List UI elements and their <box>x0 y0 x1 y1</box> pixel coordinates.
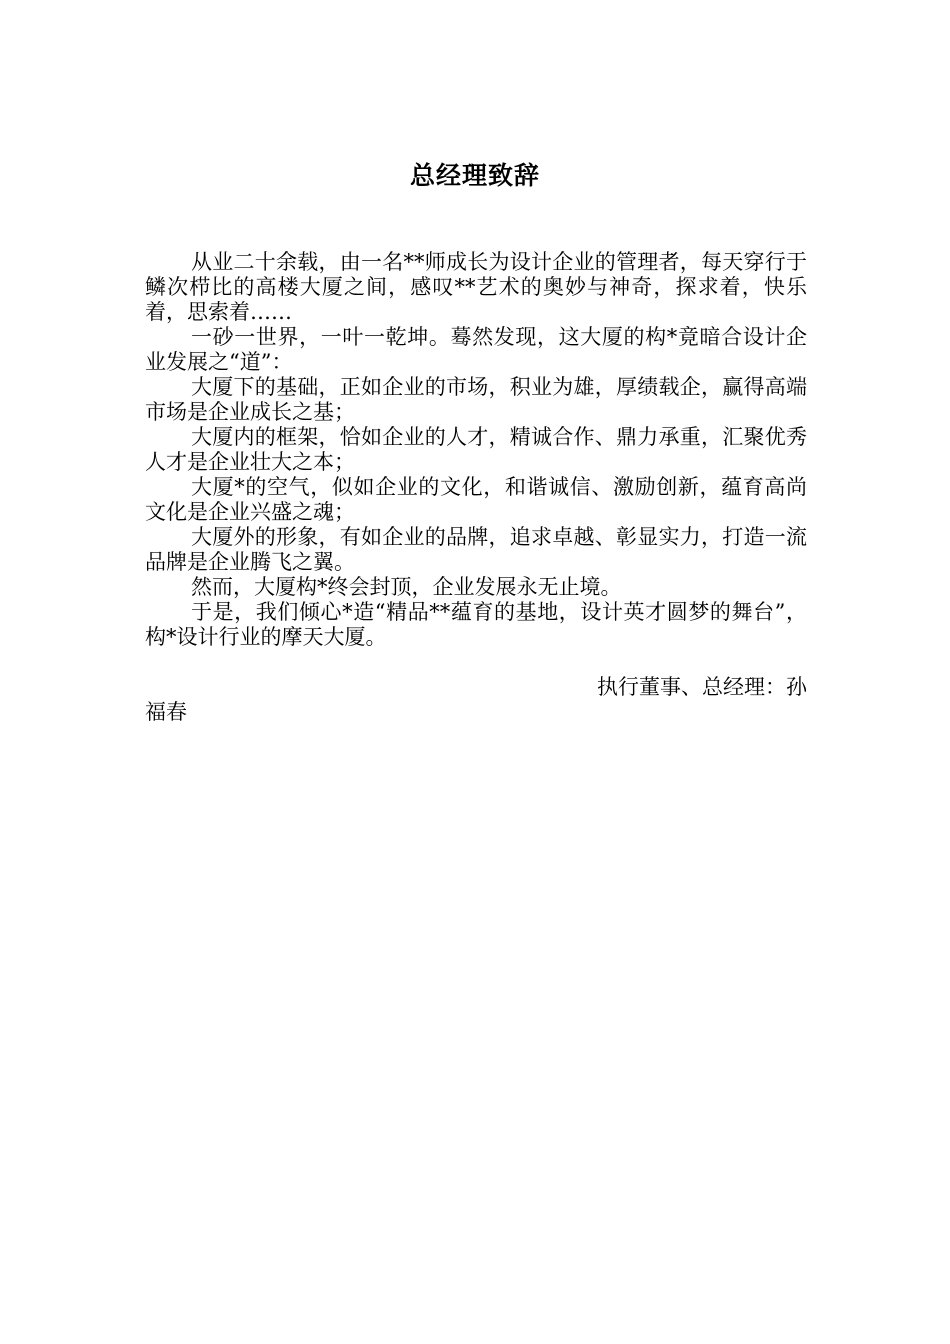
paragraph: 于是，我们倾心*造“精品**蕴育的基地，设计英才圆梦的舞台”，构*设计行业的摩天大厦。 <box>145 600 807 649</box>
paragraph: 大厦下的基础，正如企业的市场，积业为雄，厚绩载企，赢得高端市场是企业成长之基； <box>145 375 807 424</box>
document-body <box>145 250 807 725</box>
paragraph: 大厦*的空气，似如企业的文化，和谐诚信、激励创新，蕴育高尚文化是企业兴盛之魂； <box>145 475 807 524</box>
signature-name-continuation: 福春 <box>145 700 187 724</box>
signature-line: 执行董事、总经理：孙 <box>597 675 807 699</box>
page-title: 总经理致辞 <box>409 161 540 190</box>
paragraph: 一砂一世界，一叶一乾坤。蓦然发现，这大厦的构*竟暗合设计企业发展之“道”： <box>145 325 807 374</box>
paragraph: 然而，大厦构*终会封顶，企业发展永无止境。 <box>191 575 622 599</box>
paragraph: 大厦内的框架，恰如企业的人才，精诚合作、鼎力承重，汇聚优秀人才是企业壮大之本； <box>145 425 807 474</box>
paragraph: 从业二十余载，由一名**师成长为设计企业的管理者，每天穿行于鳞次栉比的高楼大厦之间，感叹**艺术的奥妙与神奇，探求着，快乐着，思索着…… <box>145 250 807 324</box>
paragraph: 大厦外的形象，有如企业的品牌，追求卓越、彰显实力，打造一流品牌是企业腾飞之翼。 <box>145 525 807 574</box>
